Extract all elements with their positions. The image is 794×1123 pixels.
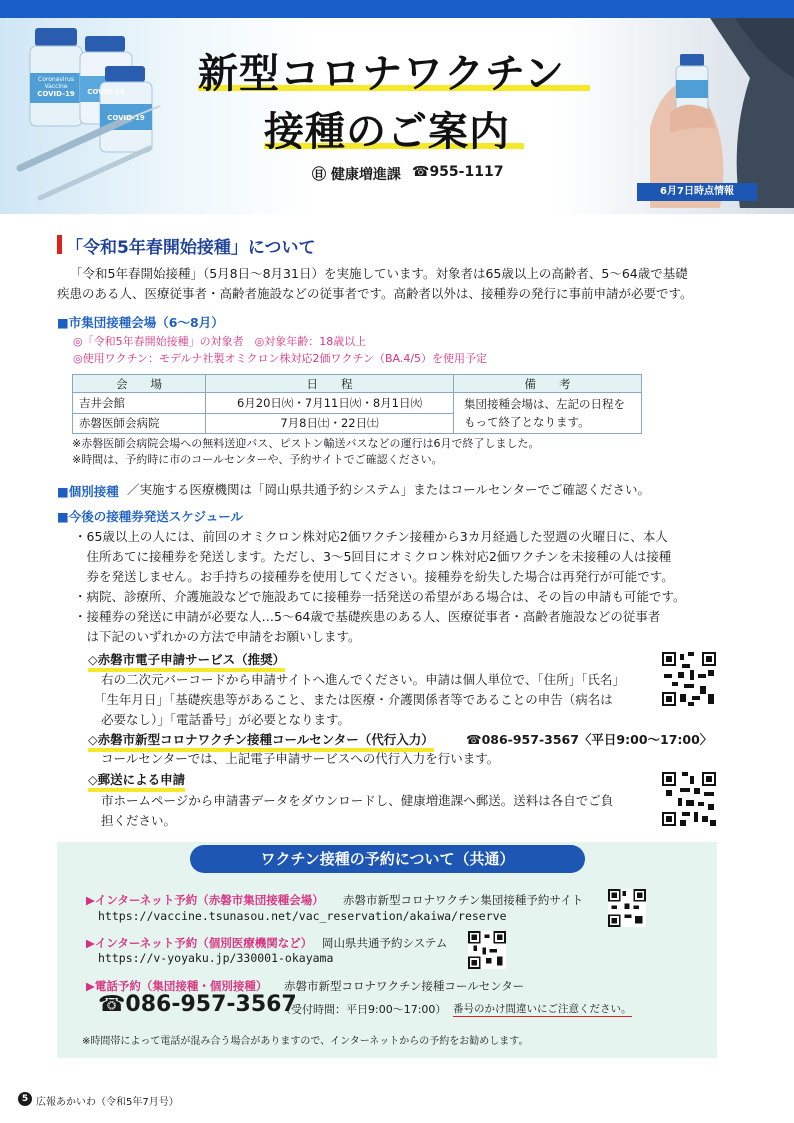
section-marker [57, 235, 62, 254]
phone-hours: （受付時間：平日9:00～17:00） [280, 1003, 447, 1016]
page-number-badge: 5 [18, 1092, 32, 1106]
vial-label: COVID-19 [37, 90, 75, 98]
remark-cell: 集団接種会場は、左記の日程をもって終了となります。 [454, 393, 642, 434]
vial-label: COVID-19 [87, 88, 125, 96]
option-mail-text: 担ください。 [101, 813, 177, 828]
footer-publication: 広報あかいわ（令和5年7月号） [36, 1097, 179, 1108]
schedule-line: ・接種券の発送に申請が必要な人…5～64歳で基礎疾患のある人、医療従事者・高齢者施設などの従事者 [74, 609, 661, 624]
reservation-phone-number[interactable]: ☎086-957-3567 [98, 992, 297, 1017]
time-note: ※時間は、予約時に市のコールセンターや、予約サイトでご確認ください。 [72, 453, 443, 466]
reservation-title: ワクチン接種の予約について（共通） [190, 845, 585, 873]
table-header-row [73, 375, 642, 393]
group-target-info: ◎「令和5年春開始接種」の対象者 ◎対象年齢：18歳以上 [73, 335, 367, 348]
internet-group-site: 赤磐市新型コロナワクチン集団接種予約サイト [343, 893, 584, 907]
group-vaccine-info: ◎使用ワクチン：モデルナ社製オミクロン株対応2価ワクチン（BA.4/5）を使用予定 [73, 352, 488, 365]
schedule-line: 住所あてに接種券を発送します。ただし、3～5回目にオミクロン株対応2価ワクチンを未接種の人は接種 [74, 549, 672, 564]
option-electronic-text: 右の二次元バーコードから申請サイトへ進んでください。申請は個人単位で、「住所」「氏名」 [101, 672, 625, 687]
qr-code-group-reservation[interactable] [608, 889, 646, 927]
top-color-bar [0, 0, 794, 18]
vial-label: COVID-19 [107, 114, 145, 122]
callcenter-phone: ☎086-957-3567〈平日9:00～17:00〉 [466, 732, 713, 747]
qr-code-electronic[interactable] [660, 650, 718, 708]
option-electronic-heading: ◇赤磐市電子申請サービス（推奨） [88, 650, 285, 672]
option-callcenter-text: コールセンターでは、上記電子申請サービスへの代行入力を行います。 [101, 751, 500, 766]
table-header: 日 程 [206, 375, 454, 393]
phone-reservation-center: 赤磐市新型コロナワクチン接種コールセンター [284, 979, 525, 993]
internet-individual-heading: ▶インターネット予約（個別医療機関など） [86, 936, 313, 950]
vaccine-vials-image [0, 18, 190, 208]
table-row [73, 393, 642, 414]
hand-vial-image [640, 18, 794, 208]
schedule-table [72, 374, 642, 434]
page-title-line1: 新型コロナワクチン [198, 51, 565, 97]
page-title-line2: 接種のご案内 [264, 109, 510, 155]
vial-label: Coronavirus Vaccine [38, 76, 74, 90]
schedule-line: ・65歳以上の人には、前回のオミクロン株対応2価ワクチン接種から3カ月経過した翌週の火曜日に、本人 [74, 529, 668, 544]
internet-group-heading: ▶インターネット予約（赤磐市集団接種会場） [86, 893, 324, 907]
internet-individual-url[interactable]: https://v-yoyaku.jp/330001-okayama [98, 951, 334, 965]
option-mail-text: 市ホームページから申請書データをダウンロードし、健康増進課へ郵送。送料は各自でご負 [101, 793, 614, 808]
date-cell: 6月20日㈫・7月11日㈫・8月1日㈫ [206, 393, 454, 414]
individual-text: ／実施する医療機関は「岡山県共通予約システム」またはコールセンターでご確認ください。 [127, 482, 651, 497]
internet-individual-system: 岡山県共通予約システム [322, 936, 448, 950]
bus-note: ※赤磐医師会病院会場への無料送迎バス、ピストン輸送バスなどの運行は6月で終了しました。 [72, 437, 540, 450]
option-electronic-text: 「生年月日」「基礎疾患等があること、または医療・介護関係者等であることの申告（病名は [94, 692, 613, 707]
phone-reservation-heading: ▶電話予約（集団接種・個別接種） [86, 979, 268, 993]
reservation-note: ※時間帯によって電話が混み合う場合がありますので、インターネットからの予約をお勧めします。 [82, 1036, 529, 1047]
schedule-heading: ■今後の接種券発送スケジュール [57, 509, 244, 524]
individual-heading: ■個別接種 [57, 484, 119, 499]
schedule-line: ・病院、診療所、介護施設などで施設あてに接種券一括発送の希望がある場合は、その旨の申請も可能です。 [74, 589, 686, 604]
schedule-line: 券を発送しません。お手持ちの接種券を使用してください。接種券を紛失した場合は再発行が可能です。 [74, 569, 674, 584]
table-header: 備 考 [454, 375, 642, 393]
qr-code-individual-reservation[interactable] [468, 931, 506, 969]
date-cell: 7月8日㈯・22日㈯ [206, 413, 454, 434]
option-mail-heading: ◇郵送による申請 [88, 770, 185, 792]
venue-cell: 吉井会館 [73, 393, 206, 414]
phone-caution: 番号のかけ間違いにご注意ください。 [453, 1003, 632, 1015]
intro-paragraph-line: 「令和5年春開始接種」（5月8日～8月31日）を実施しています。対象者は65歳以上の高齢者、5～64歳で基礎 [70, 266, 688, 281]
table-header: 会 場 [73, 375, 206, 393]
group-vaccination-heading: ■市集団接種会場（6～8月） [57, 315, 224, 330]
department-name: ㊐ 健康増進課 [312, 167, 401, 183]
date-badge: 6月7日時点情報 [637, 183, 757, 201]
option-callcenter-heading: ◇赤磐市新型コロナワクチン接種コールセンター（代行入力） [88, 730, 434, 752]
schedule-line: は下記のいずれかの方法で申請をお願いします。 [74, 629, 361, 644]
option-electronic-text: 必要なし）」「電話番号」が必要となります。 [101, 712, 351, 727]
intro-paragraph-line: 疾患のある人、医療従事者・高齢者施設などの従事者です。高齢者以外は、接種券の発行に事前申請が必要です。 [57, 286, 693, 301]
venue-cell: 赤磐医師会病院 [73, 413, 206, 434]
internet-group-url[interactable]: https://vaccine.tsunasou.net/vac_reservation/akaiwa/reserve [98, 909, 507, 923]
department-phone: ☎955-1117 [412, 164, 504, 180]
qr-code-mail[interactable] [660, 770, 718, 828]
section-heading: 「令和5年春開始接種」について [66, 238, 316, 258]
